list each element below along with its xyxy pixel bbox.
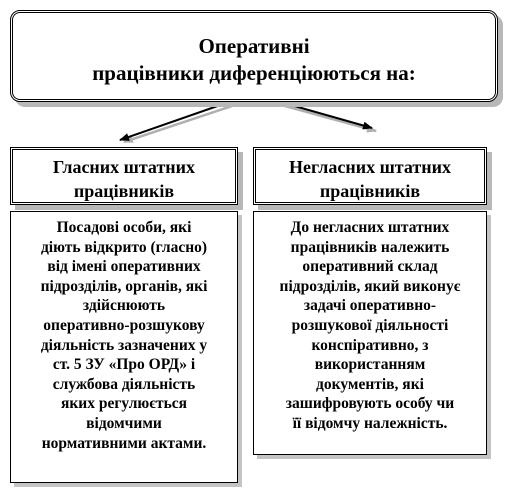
left-body-line: здійснюють — [82, 297, 166, 315]
title-line-2: працівники диференціюються на: — [92, 61, 416, 85]
right-body-line: До негласних штатних — [290, 219, 450, 236]
right-body-line: зашифровують особу чи — [285, 395, 455, 413]
right-body-line: оперативний склад — [302, 258, 438, 276]
right-body-line: підрозділів, який виконує — [279, 277, 461, 295]
left-body-line: діють відкрито (гласно) — [40, 238, 208, 256]
arrow-right-shadow — [256, 98, 376, 131]
left-header-box — [10, 147, 238, 205]
right-header-box — [253, 147, 487, 205]
right-body-line: працівників належить — [290, 238, 450, 256]
left-body-line: підрозділів, органів, які — [40, 277, 208, 295]
title-box — [10, 10, 498, 102]
right-body-line: задачі оперативно- — [303, 297, 437, 315]
left-header-line-1: Гласних штатних — [52, 157, 196, 177]
left-body-line: яких регулюється — [60, 395, 188, 413]
left-header-line-2: працівників — [73, 181, 175, 201]
right-header-line-2: працівників — [319, 181, 421, 201]
left-body-line: службова діяльність — [52, 375, 196, 393]
left-body-line: Посадові особи, які — [56, 219, 192, 236]
left-body-line: нормативними актами. — [41, 434, 207, 452]
title-line-1: Оперативні — [198, 34, 310, 58]
right-body-line: документів, які — [316, 375, 424, 393]
right-body-line: її відомчу належність. — [292, 414, 448, 432]
left-body-line: відомчими — [86, 414, 162, 432]
right-description-box — [253, 211, 487, 455]
right-body-line: конспіративно, з — [311, 336, 429, 354]
left-body-line: від імені оперативних — [47, 258, 201, 276]
right-body-line: розшукової діяльності — [291, 316, 449, 334]
arrow-left-shadow — [124, 98, 256, 142]
right-body-line: використанням — [314, 356, 426, 374]
left-body-line: ст. 5 ЗУ «Про ОРД» і — [52, 356, 196, 374]
left-body-line: діяльність зазначених у — [40, 336, 208, 354]
left-description-box — [10, 211, 238, 483]
left-body-line: оперативно-розшукову — [43, 316, 205, 334]
right-header-line-1: Негласних штатних — [289, 157, 451, 177]
